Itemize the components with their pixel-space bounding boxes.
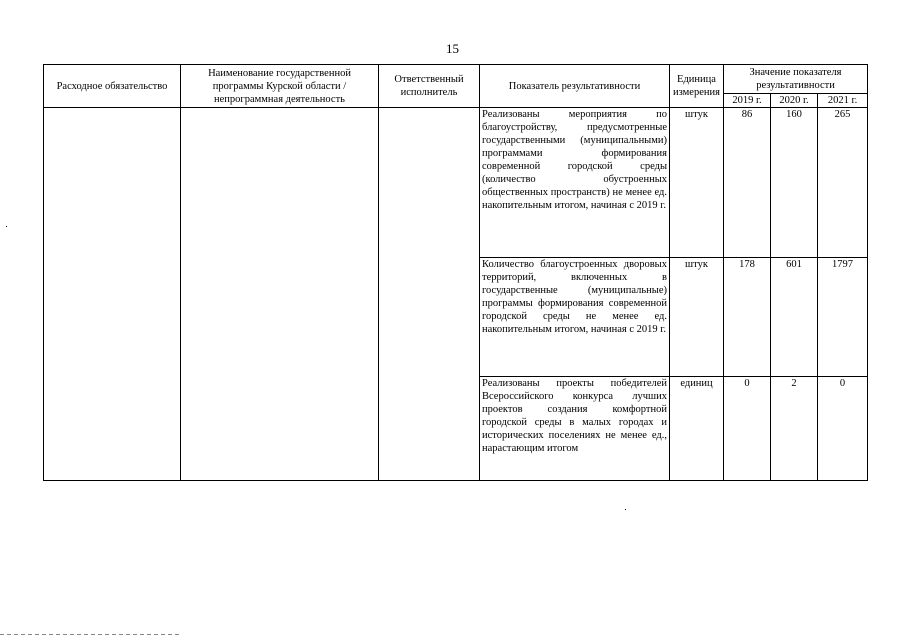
- header-expense-obligation: Расходное обязательство: [44, 65, 181, 108]
- indicator-text: Количество благоустроенных дворовых территорий, включенных в государственные (муниципальные) программы формирования современной городской среды не менее ед. накопительным итогом, начиная с 2019 г.: [480, 258, 670, 377]
- value-2020: 2: [771, 377, 818, 481]
- value-2019: 0: [724, 377, 771, 481]
- header-unit: Единица измерения: [670, 65, 724, 108]
- header-year-2021: 2021 г.: [818, 94, 868, 108]
- header-indicator-value: Значение показателя результативности: [724, 65, 868, 94]
- page-number: 15: [446, 41, 459, 56]
- scan-speck: [625, 509, 626, 510]
- value-2020: 601: [771, 258, 818, 377]
- unit-cell: штук: [670, 108, 724, 258]
- header-program-name: Наименование государственной программы Курской области / непрограммная деятельность: [181, 65, 379, 108]
- empty-executor-cell: [379, 108, 480, 481]
- indicator-text: Реализованы проекты победителей Всероссийского конкурса лучших проектов создания комфортной городской среды в малых городах и исторических поселениях не менее ед., нарастающим итогом: [480, 377, 670, 481]
- value-2020: 160: [771, 108, 818, 258]
- value-2019: 86: [724, 108, 771, 258]
- value-2019: 178: [724, 258, 771, 377]
- header-performance-indicator: Показатель результативности: [480, 65, 670, 108]
- indicator-text: Реализованы мероприятия по благоустройству, предусмотренные государственными (муниципальными) программами формирования современной городской среды (количество обустроенных общественных пространств) не менее ед. накопительным итогом, начиная с 2019 г.: [480, 108, 670, 258]
- scan-speck: [6, 226, 7, 227]
- header-year-2020: 2020 г.: [771, 94, 818, 108]
- indicators-table: [43, 64, 868, 481]
- empty-program-cell: [181, 108, 379, 481]
- unit-cell: штук: [670, 258, 724, 377]
- header-year-2019: 2019 г.: [724, 94, 771, 108]
- value-2021: 1797: [818, 258, 868, 377]
- value-2021: 265: [818, 108, 868, 258]
- unit-cell: единиц: [670, 377, 724, 481]
- empty-obligation-cell: [44, 108, 181, 481]
- value-2021: 0: [818, 377, 868, 481]
- scan-artifact-line: [0, 634, 180, 635]
- table-row: [44, 108, 868, 258]
- header-responsible-executor: Ответственный исполнитель: [379, 65, 480, 108]
